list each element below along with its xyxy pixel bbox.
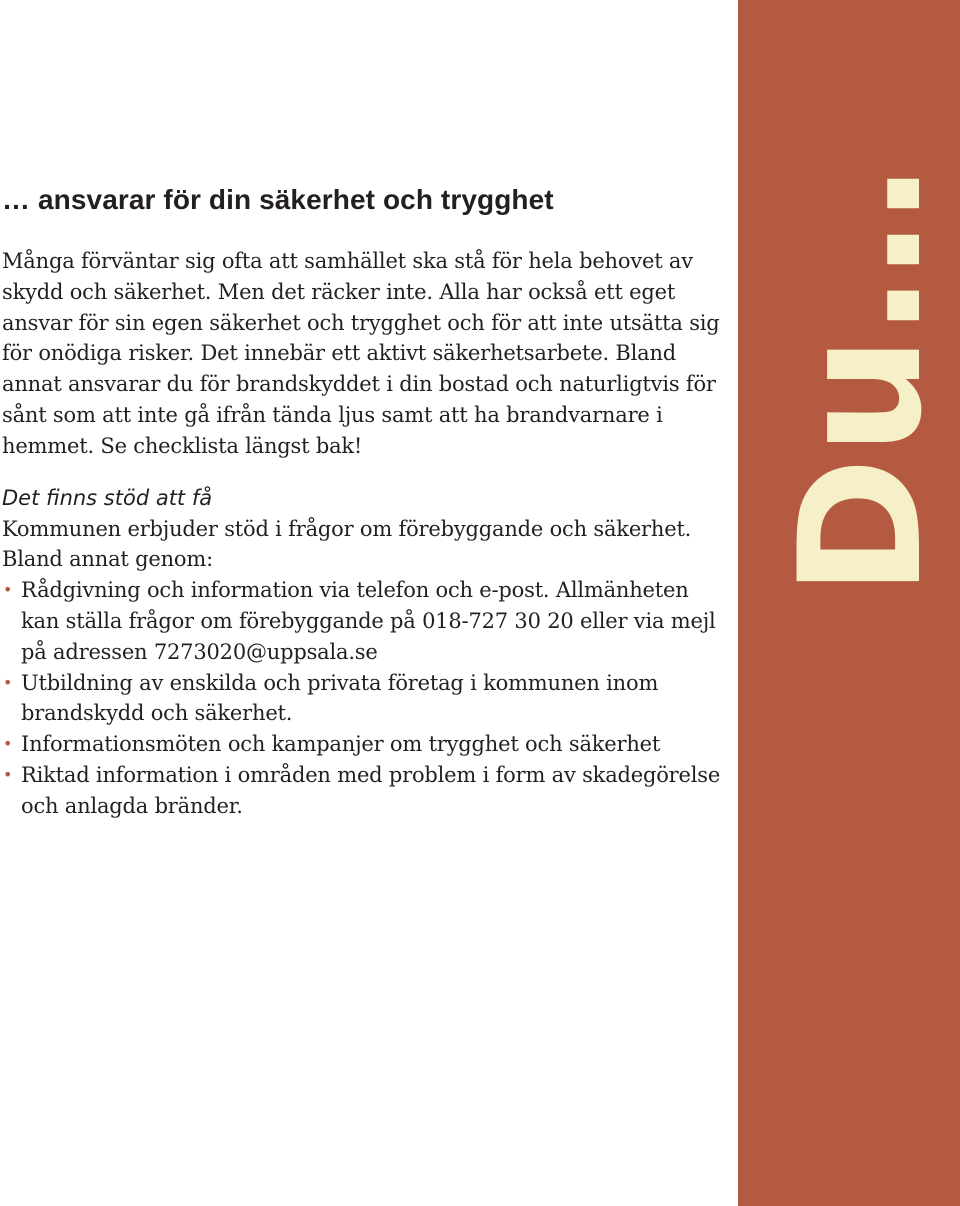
- sidebar-panel: [738, 0, 960, 1206]
- list-item: [2, 729, 730, 760]
- section-heading: … ansvarar för din säkerhet och trygghet: [2, 184, 554, 215]
- list-item-text: Informationsmöten och kampanjer om trygghet och säkerhet: [21, 732, 661, 757]
- list-item-text: Utbildning av enskilda och privata företag i kommunen inom brandskydd och säkerhet.: [21, 670, 659, 726]
- support-list: [2, 575, 730, 821]
- list-item: [2, 575, 730, 667]
- support-intro: Kommunen erbjuder stöd i frågor om förebyggande och säkerhet. Bland annat genom:: [2, 516, 692, 572]
- main-content: [2, 180, 730, 822]
- bullet-icon: •: [3, 672, 13, 692]
- bullet-icon: •: [3, 734, 13, 754]
- bullet-icon: •: [3, 764, 13, 784]
- responsibility-paragraph: Många förväntar sig ofta att samhället ska stå för hela behovet av skydd och säkerhet. Men det räcker inte. Alla har också ett eget ansvar för sin egen säkerhet och trygghet och för att inte utsätta sig för onödiga risker. Det innebär ett aktivt säkerhetsarbete. Bland annat ansvarar du för brandskyddet i din bostad och naturligtvis för sånt som att inte gå ifrån tända ljus samt att ha brandvarnare i hemmet. Se checklista längst bak!: [2, 249, 720, 458]
- bullet-icon: •: [3, 580, 13, 600]
- list-item: [2, 668, 730, 730]
- list-item-text: Rådgivning och information via telefon och e-post. Allmänheten kan ställa frågor om förebyggande på 018-727 30 20 eller via mejl på adressen 7273020@uppsala.se: [21, 578, 716, 664]
- list-item-text: Riktad information i områden med problem i form av skadegörelse och anlagda bränder.: [21, 762, 721, 818]
- sidebar-title: Du…: [763, 163, 959, 597]
- list-item: [2, 760, 730, 822]
- support-subheading: Det finns stöd att få: [2, 485, 213, 510]
